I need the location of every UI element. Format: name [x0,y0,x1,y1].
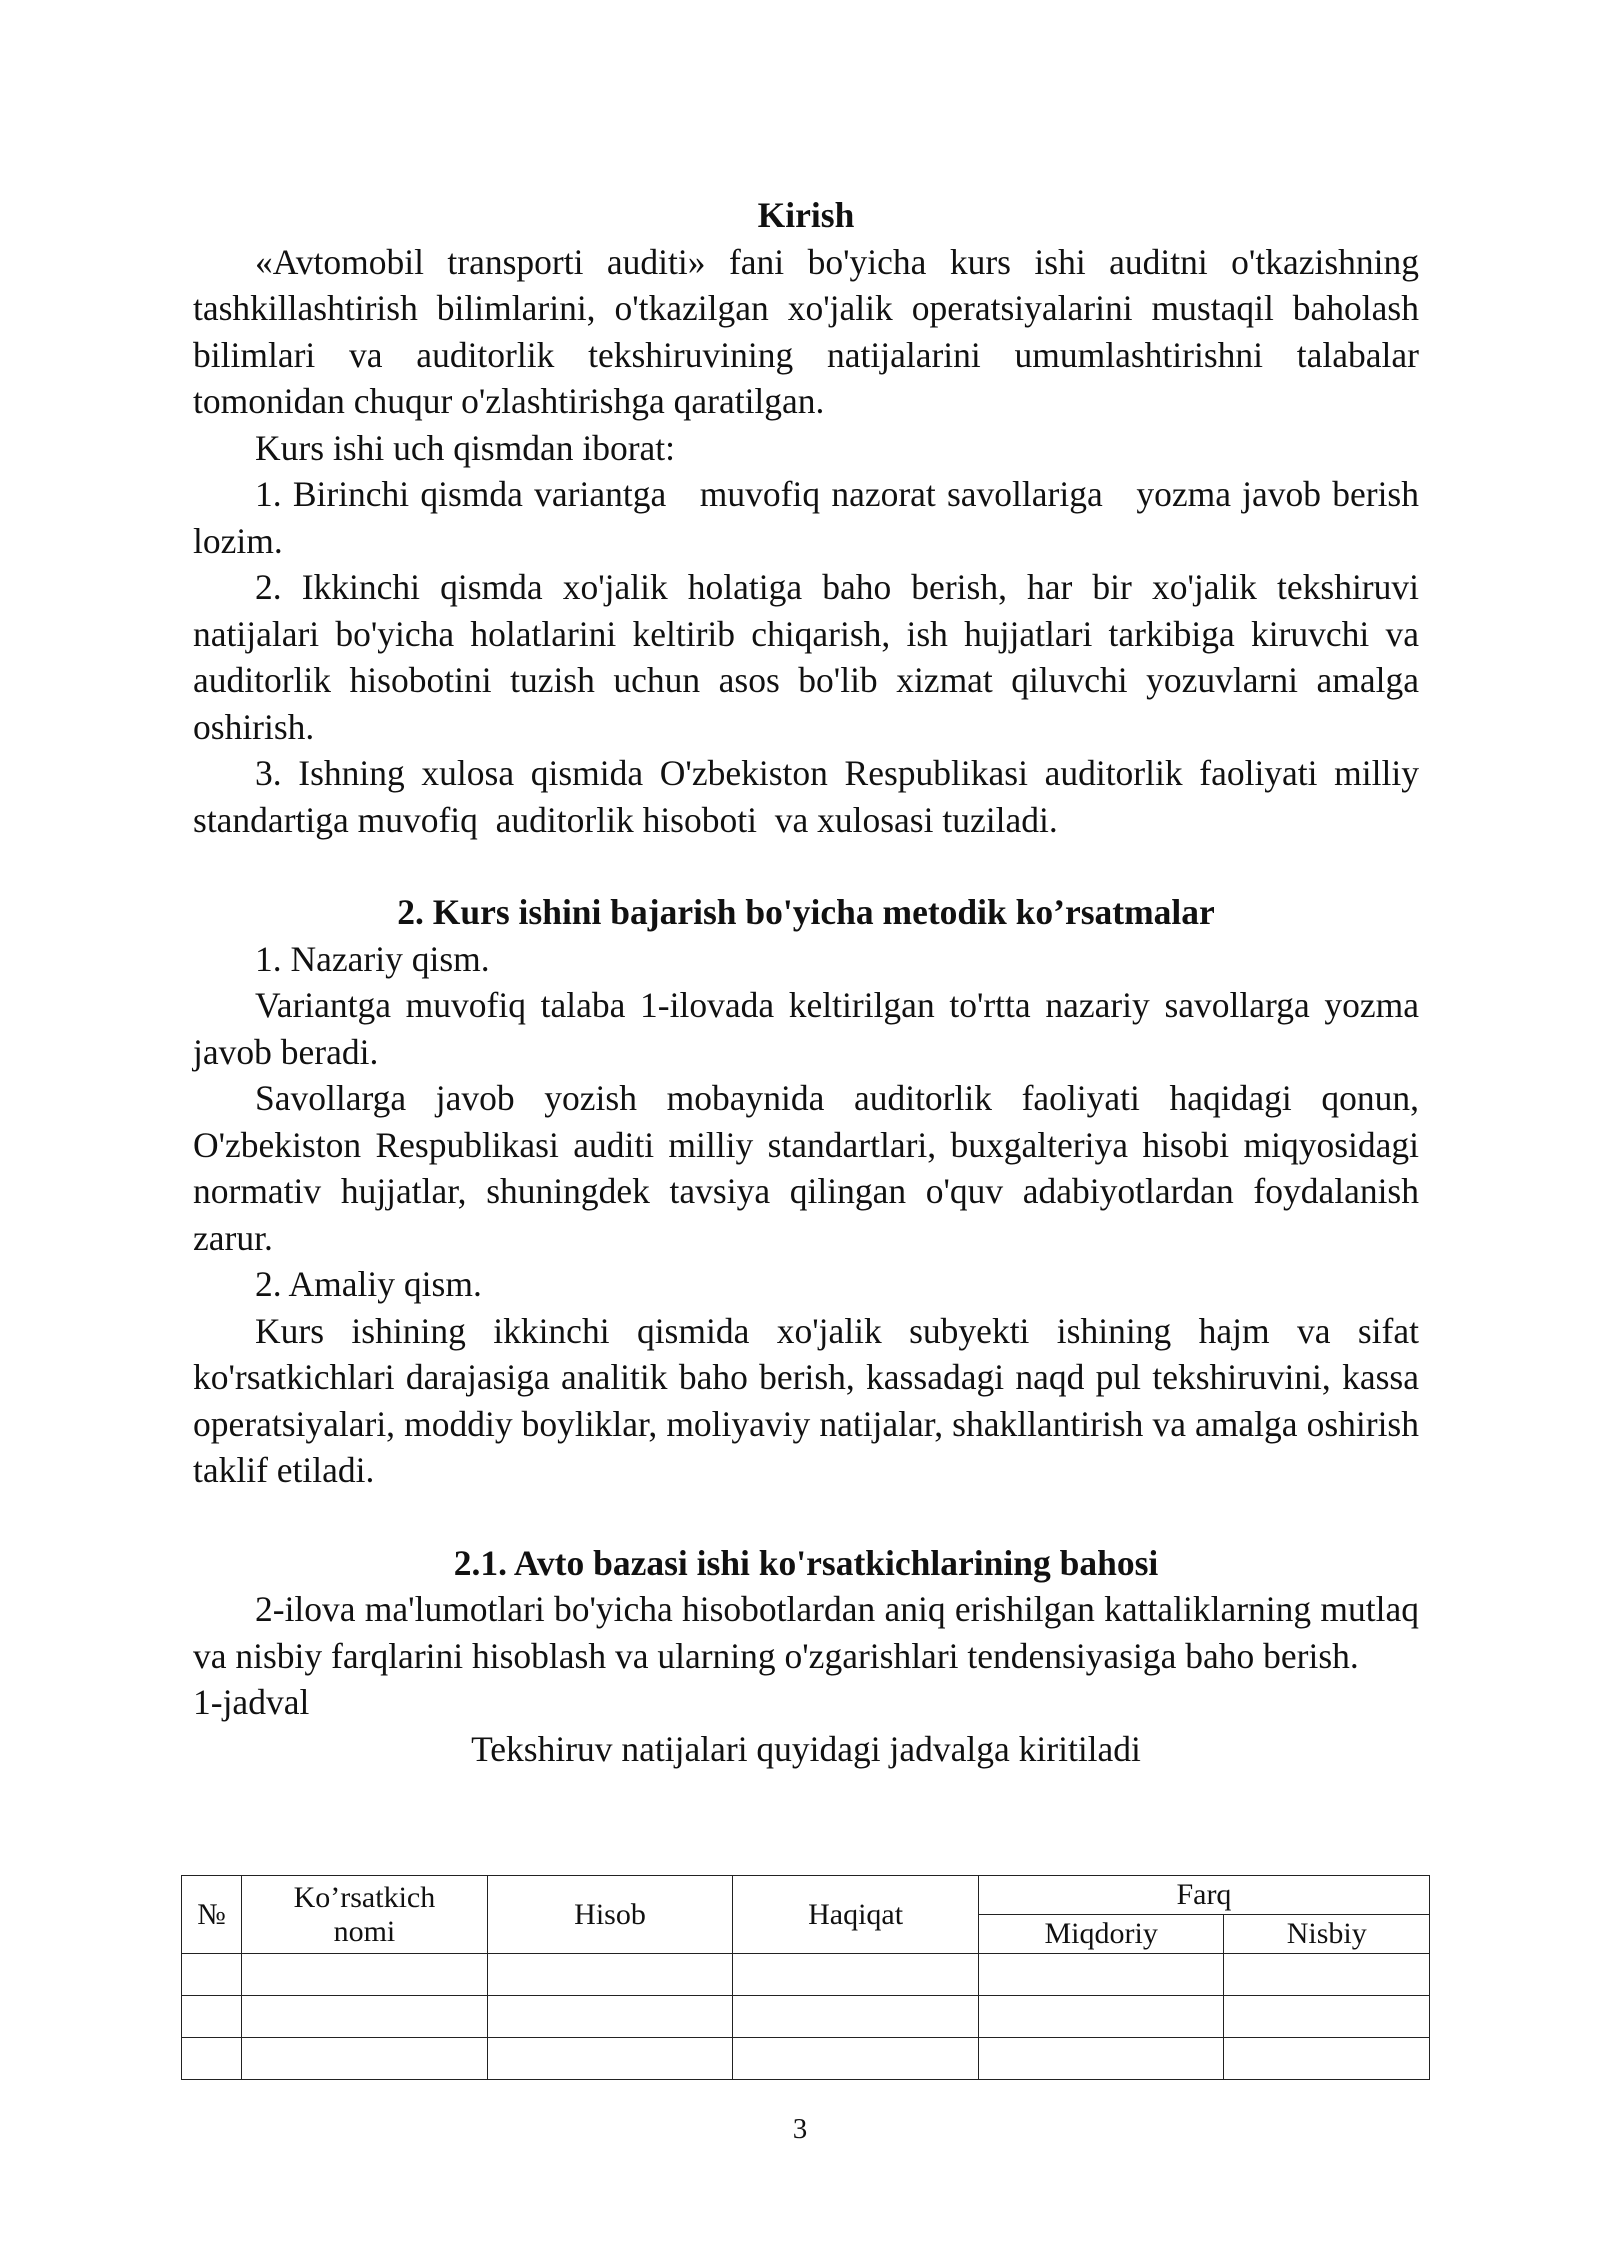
intro-paragraph-3: 1. Birinchi qismda variantga muvofiq nazorat savollariga yozma javob berish lozim. [193,474,1428,561]
section-2-paragraph-5: Kurs ishining ikkinchi qismida xo'jalik subyekti ishining hajm va sifat ko'rsatkichlari darajasiga analitik baho berish, kassadagi naqd pul tekshiruvini, kassa operatsiyalari, moddiy boyliklar, moliyaviy natijalar, shakllantirish va amalga oshirish taklif etiladi. [193,1310,1419,1490]
header-farq: Farq [978,1876,1429,1915]
table-cell [242,2038,488,2080]
table-cell [487,1954,733,1996]
header-nisbiy: Nisbiy [1224,1915,1430,1954]
page-number: 3 [792,2113,808,2145]
intro-paragraph-5: 3. Ishning xulosa qismida O'zbekiston Respublikasi auditorlik faoliyati milliy standartiga muvofiq auditorlik hisoboti va xulosasi tuziladi. [193,753,1437,840]
section-2-paragraph-1: 1. Nazariy qism. [255,938,490,979]
section-2-paragraph-3: Savollarga javob yozish mobaynida auditorlik faoliyati haqidagi qonun, O'zbekiston Respublikasi auditi milliy standartlari, buxgalteriya hisobi miqyosidagi normativ hujjatlar, shuningdek tavsiya qilingan o'quv adabiyotlardan foydalanish zarur. [193,1078,1419,1258]
table-cell [182,1996,242,2038]
table-cell [242,1954,488,1996]
table-row [182,2038,1430,2080]
table-caption: Tekshiruv natijalari quyidagi jadvalga kiritiladi [471,1728,1141,1769]
table-cell [978,1996,1224,2038]
spacer [193,843,1419,889]
section-2-1-paragraph-1: 2-ilova ma'lumotlari bo'yicha hisobotlardan aniq erishilgan kattaliklarning mutlaq va nisbiy farqlarini hisoblash va ularning o'zgarishlari tendensiyasiga baho berish. [193,1589,1419,1676]
intro-paragraph-4: 2. Ikkinchi qismda xo'jalik holatiga baho berish, har bir xo'jalik tekshiruvi natijalari bo'yicha holatlarini keltirib chiqarish, ish hujjatlari tarkibiga kiruvchi va auditorlik hisobotini tuzish uchun asos bo'lib xizmat qiluvchi yozuvlarni amalga oshirish. [193,567,1419,747]
table-label: 1-jadval [193,1682,310,1722]
table-cell [978,2038,1224,2080]
section-2-paragraph-4: 2. Amaliy qism. [255,1264,482,1304]
table-cell [487,2038,733,2080]
table-row [182,1954,1430,1996]
table-header-row [182,1876,1430,1915]
header-miqdoriy: Miqdoriy [978,1915,1224,1954]
table-cell [182,2038,242,2080]
table-cell [182,1954,242,1996]
table-cell [733,1996,979,2038]
table-cell [733,2038,979,2080]
intro-title: Kirish [757,195,855,235]
table-cell [242,1996,488,2038]
results-table [181,1875,1430,2080]
section-2-paragraph-2: Variantga muvofiq talaba 1-ilovada keltirilgan to'rtta nazariy savollarga yozma javob beradi. [193,985,1419,1072]
table-cell [1224,1954,1430,1996]
table-cell [1224,1996,1430,2038]
header-hisob: Hisob [487,1876,733,1954]
intro-paragraph-2: Kurs ishi uch qismdan iborat: [255,427,676,468]
table-cell [733,1954,979,1996]
table-cell [1224,2038,1430,2080]
spacer [193,1494,1419,1540]
table-cell [978,1954,1224,1996]
header-number: № [182,1876,242,1954]
table-row [182,1996,1430,2038]
header-haqiqat: Haqiqat [733,1876,979,1954]
header-indicator-name: Ko’rsatkich nomi [242,1876,488,1954]
intro-paragraph-1: «Avtomobil transporti auditi» fani bo'yicha kurs ishi auditni o'tkazishning tashkillashtirish bilimlarini, o'tkazilgan xo'jalik operatsiyalarini mustaqil baholash bilimlari va auditorlik tekshiruvining natijalarini umumlashtirishni talabalar tomonidan chuqur o'zlashtirishga qaratilgan. [193,241,1419,421]
section-2-1-title: 2.1. Avto bazasi ishi ko'rsatkichlarining bahosi [453,1542,1159,1583]
table-cell [487,1996,733,2038]
section-2-title: 2. Kurs ishini bajarish bo'yicha metodik ko’rsatmalar [397,892,1215,932]
text-column [193,192,1437,1772]
table-body [182,1954,1430,2080]
